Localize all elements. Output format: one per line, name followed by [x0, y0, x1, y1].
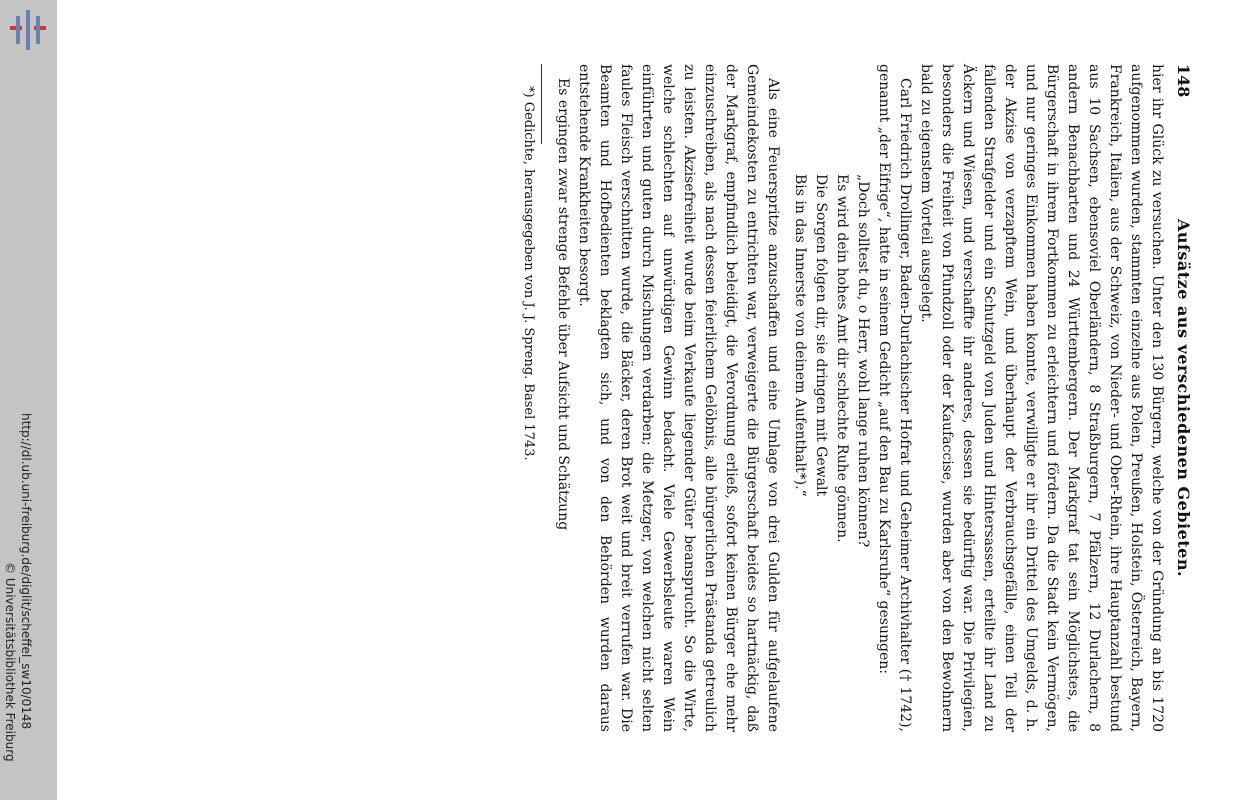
library-logo-icon[interactable]: [6, 10, 50, 50]
page-text-block: [519, 64, 1193, 732]
paragraph: Es ergingen zwar strenge Befehle über Aufsicht und Schätzung: [555, 78, 571, 531]
page-header: [1167, 64, 1193, 732]
paragraph: hier ihr Glück zu versuchen. Unter den 130 Bürgern, welche von der Gründung an bis 1720 aufgenommen wurden, stammten einzelne aus Polen, Preußen, Holstein, Österreich, Bayern, Frankreich, Italien, aus der Schweiz, von Nieder- und Ober-Rhein, ihre Hauptanzahl bestund aus 10 Sachsen, ebensoviel Oberländern, 8 Straßburgern, 7 Pfälzern, 12 Durlachern, 8 andern Benachbarten und 24 Württembergern. Der Markgraf tat sein Möglichstes, die Bürgerschaft in ihrem Fortkommen zu erleichtern und fördern. Da die Stadt kein Vermögen, und nur geringes Einkommen haben konnte, verwilligte er ihr ein Drittel des Umgelds, d. h. der Akzise von verzapftem Wein, und überhaupt der Verbrauchsgefälle, einen Teil der fallenden Strafgelder und ein Schutzgeld von Juden und Hintersassen, erteilte ihr Land zu Äckern und Wiesen, und verschaffte ihr anderes, dessen sie bedürftig war. Die Privilegien, besonders die Freiheit von Pfundzoll oder der Kaufaccise, wurden aber von den Bewohnern bald zu eigenstem Vorteil ausgelegt.: [918, 64, 1165, 732]
copyright-notice: © Universitätsbibliothek Freiburg: [3, 562, 17, 762]
scanned-page: [57, 0, 1249, 800]
footnote-divider: [541, 64, 542, 144]
paragraph: Als eine Feuerspritze anzuschaffen und eine Umlage von drei Gulden für aufgelaufene Gemeindekosten zu entrichten war, verweigerte die Bürgerschaft beides so hartnäckig, daß der Markgraf, empfindlich beleidigt, die Verordnung erließ, sofort keinen Bürger ehe mehr einzuschreiben, als nach dessen feierlichem Gelöbnis, alle bürgerlichen Prästanda getreulich zu leisten. Akzisefreiheit wurde beim Verkaufe liegender Güter beansprucht. So die Wirte, welche schlechten auf unwürdigen Gewinn bedacht. Viele Gewerbsleute waren Wein einführten und guten durch Mischungen verdarben; die Metzger, von welchen nicht selten faules Fleisch verschnitten wurde, die Bäcker, deren Brot weit und breit verrufen war. Die Beamten und Hofbedienten beklagten sich, und von den Behörden wurden daraus entstehende Krankheiten besorgt.: [576, 64, 781, 732]
verse-line: „Doch solltest du, o Herr, wohl lange ruhen können?: [855, 174, 871, 548]
viewer-sidebar: [0, 0, 57, 800]
paragraph: Carl Friedrich Drollinger, Baden-Durlachischer Hofrat und Geheimer Archivhalter († 1742), genannt „der Eifrige“, hatte in seinem Gedicht „auf den Bau zu Karlsruhe“ gesungen:: [876, 64, 913, 732]
running-title: Aufsätze aus verschiedenen Gebieten.: [1174, 218, 1193, 578]
page-number: 148: [1174, 64, 1193, 98]
verse-quote: [789, 64, 873, 732]
source-url[interactable]: http://dl.ub.uni-freiburg.de/diglit/scheffel_sw10/0148: [19, 413, 33, 730]
footnote: *) Gedichte, herausgegeben von J. J. Spreng. Basel 1743.: [521, 86, 536, 461]
verse-line: Bis in das Innerste von deinem Aufenthalt*).“: [792, 174, 808, 497]
verse-line: Die Sorgen folgen dir, sie dringen mit Gewalt: [813, 174, 829, 497]
verse-line: Es wird dein hohes Amt dir schlechte Ruhe gönnen.: [834, 174, 850, 543]
